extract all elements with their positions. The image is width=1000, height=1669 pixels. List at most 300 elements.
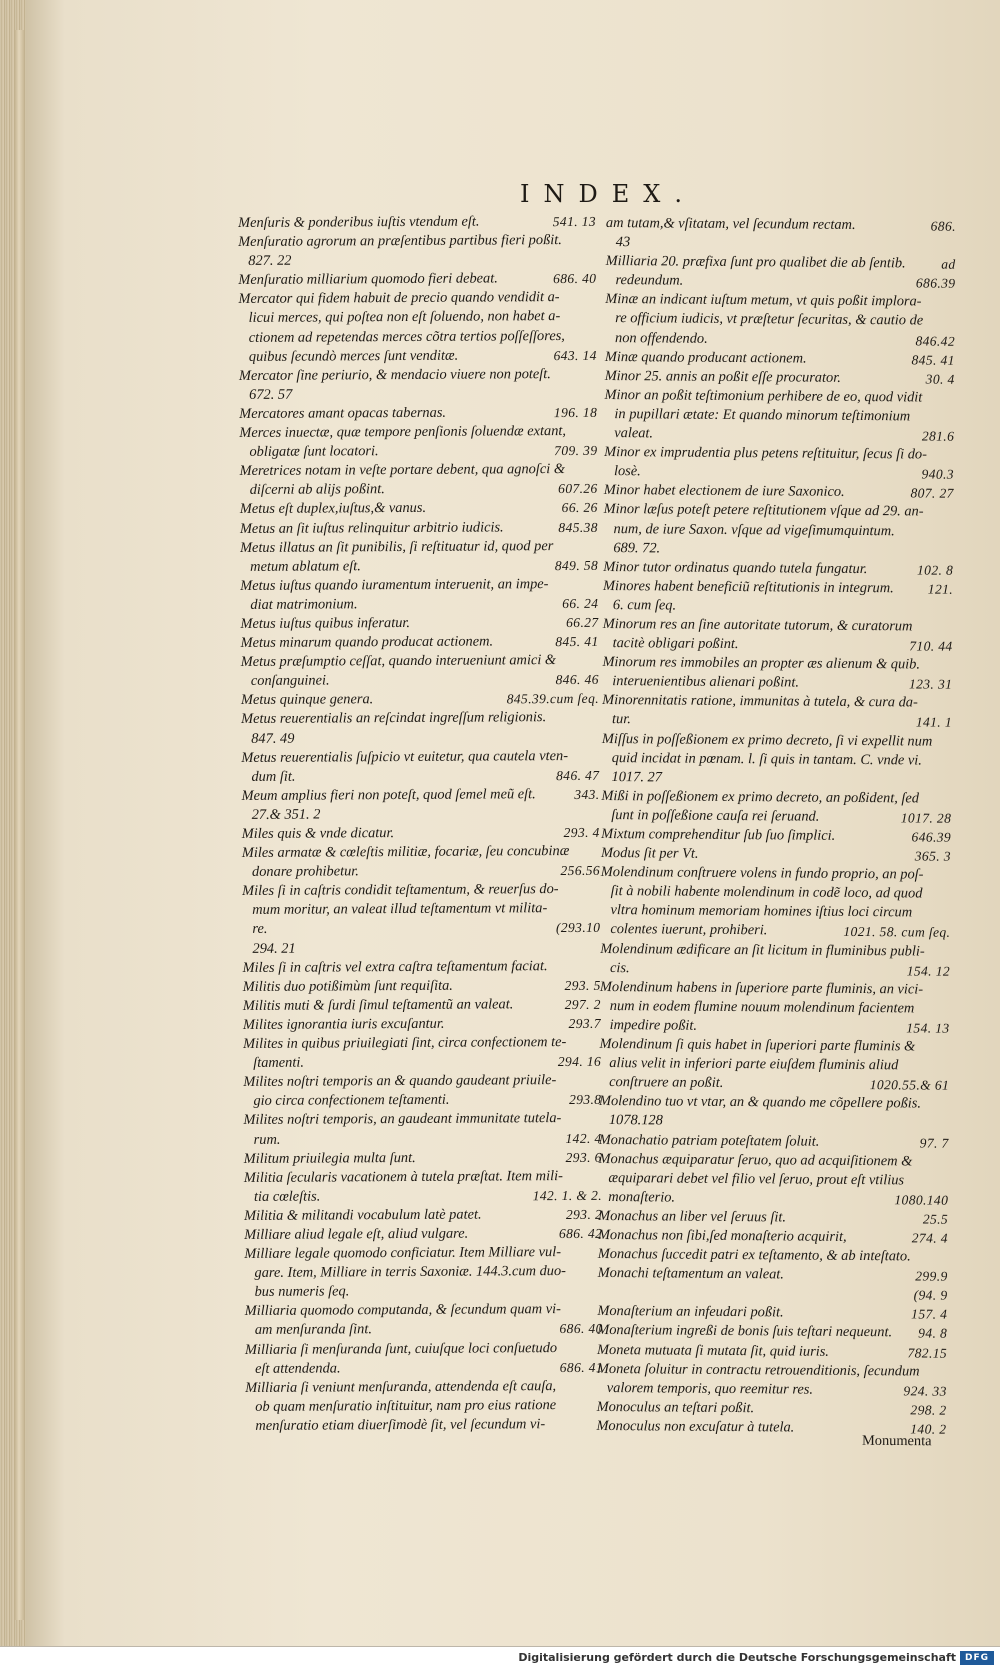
index-entry xyxy=(238,288,596,367)
index-entry-reference: 782.15 xyxy=(907,1344,948,1361)
index-entry-text: Minæ quando producant actionem. xyxy=(604,348,807,367)
index-entry-line xyxy=(243,956,601,977)
index-entry-line xyxy=(242,880,600,901)
index-entry-line xyxy=(238,250,596,271)
index-entry-text: re officium iudicis, vt præſtetur ſecuritas, & cautio de xyxy=(615,310,924,329)
index-entry-reference: 849. 58 xyxy=(554,557,599,573)
index-entry-reference: 845. 41 xyxy=(555,633,599,650)
index-entry xyxy=(602,691,952,732)
index-entry-line xyxy=(245,1281,603,1302)
index-entry xyxy=(598,1150,948,1210)
index-entry-text: num in eodem flumine nouum molendinum facientem xyxy=(609,997,915,1017)
index-entry-line xyxy=(602,730,952,752)
index-entry-line xyxy=(245,1338,603,1359)
index-entry-text: Minor an poßit teſtimonium perhibere de eo, quod vidit xyxy=(604,386,923,406)
index-entry-reference: 274. 4 xyxy=(911,1230,949,1246)
index-entry-text: valorem temporis, quo reemitur res. xyxy=(606,1379,814,1398)
index-entry-reference: 299.9 xyxy=(915,1268,948,1284)
index-entry-reference: 541. 13 xyxy=(552,213,597,230)
index-entry-text: Minorum res immobiles an propter æs alienum & quib. xyxy=(602,654,921,673)
index-entry-line xyxy=(241,727,599,748)
index-entry-text: licui merces, qui poſtea non eſt ſoluendo, non habet a- xyxy=(248,308,561,327)
index-entry-reference: 845. 41 xyxy=(911,352,955,368)
index-entry xyxy=(245,1300,603,1340)
index-entry-text: Milites noſtri temporis, an gaudeant immunitate tutela- xyxy=(243,1110,562,1129)
index-entry-line xyxy=(241,689,599,710)
index-entry-text: Miles armatæ & cœleſtis militiæ, focariæ, ſeu concubinæ xyxy=(241,843,570,862)
index-column-left xyxy=(238,212,603,1436)
index-entry-text: non offendendo. xyxy=(614,329,708,347)
index-entry-text: bus numeris ſeq. xyxy=(254,1283,350,1301)
index-entry xyxy=(604,386,954,446)
index-entry-line xyxy=(605,367,955,389)
index-entry-text: ſit à nobili habente molendinum in codẽ loco, ad quod xyxy=(610,883,923,902)
index-entry xyxy=(239,365,597,405)
index-entry-line xyxy=(241,785,599,806)
index-entry-text: diat matrimonium. xyxy=(250,596,358,613)
index-entry-line xyxy=(240,479,598,500)
index-entry-text: Mixtum comprehenditur ſub ſuo ſimplici. xyxy=(601,825,836,844)
index-entry-line xyxy=(239,441,597,462)
index-entry-text: mum moritur, an valeat illud teſtamentum vt milita- xyxy=(252,900,548,919)
index-entry xyxy=(241,746,599,786)
index-entry-text: Molendino tuo vt vtar, an & quando me cõpellere poßis. xyxy=(598,1093,922,1112)
index-entry-line xyxy=(241,766,599,787)
index-entry-text: quibus ſecundò merces ſunt venditæ. xyxy=(248,347,459,365)
index-entry xyxy=(244,1243,602,1302)
index-entry-reference: 293. 4 xyxy=(563,824,600,841)
index-entry-text: Mercatores amant opacas tabernas. xyxy=(239,404,447,422)
index-entry-line xyxy=(599,1130,949,1152)
index-entry-line xyxy=(604,500,954,522)
index-entry-line xyxy=(239,422,597,443)
index-entry-text: obligatæ ſunt locatori. xyxy=(249,443,379,461)
index-entry-text: Mercator qui fidem habuit de precio quando vendidit a- xyxy=(238,289,560,308)
index-entry-text: Minorum res an ſine autoritate tutorum, & curatorum xyxy=(602,615,913,635)
index-entry-text: Metus minarum quando producat actionem. xyxy=(240,633,494,652)
index-entry xyxy=(597,1360,947,1401)
index-entry-reference: (94. 9 xyxy=(913,1287,948,1303)
index-entry-text: Milliaria ſi menſuranda ſunt, cuiuſque loci conſuetudo xyxy=(244,1339,558,1358)
index-entry xyxy=(239,403,597,424)
index-entry-line xyxy=(239,326,597,347)
index-entry-text: quid incidat in pœnam. l. ſi quis in tantam. C. vnde vi. xyxy=(611,749,922,769)
index-entry-text: Metus quinque genera. xyxy=(240,691,374,709)
index-entry-line xyxy=(243,1052,601,1073)
index-entry-text: Moneta mutuata ſi mutata ſit, quid iuris. xyxy=(597,1341,829,1360)
index-entry-reference: 293. 5 xyxy=(564,977,601,993)
index-entry-text: am tutam,& vſitatam, vel ſecundum rectam. xyxy=(605,214,856,233)
index-entry-text: alius velit in inferiori parte eiuſdem fluminis aliud xyxy=(609,1055,899,1074)
index-entry-text: tur. xyxy=(611,711,631,728)
index-entry-text: 847. 49 xyxy=(251,730,295,747)
index-entry-reference: 30. 4 xyxy=(925,371,955,387)
index-entry-text: Meretrices notam in veſte portare debent, qua agnoſci & xyxy=(239,461,566,480)
index-entry-text: Minor 25. annis an poßit eſſe procurator. xyxy=(604,367,841,386)
index-column-right xyxy=(596,214,956,1439)
index-entry-text: 672. 57 xyxy=(249,386,293,403)
index-entry-line xyxy=(242,861,600,882)
index-entry-reference: 25.5 xyxy=(922,1211,949,1227)
index-entry-line xyxy=(600,940,950,962)
index-entry xyxy=(241,785,599,825)
index-entry-line xyxy=(602,691,952,713)
index-entry-line xyxy=(597,1340,947,1362)
index-entry-reference: 102. 8 xyxy=(917,562,954,578)
index-entry-text: 27.& 351. 2 xyxy=(251,806,321,823)
index-entry-text: Miles ſi in caſtris vel extra caſtra teſtamentum faciat. xyxy=(242,957,548,976)
index-entry xyxy=(244,1147,602,1168)
index-entry-line xyxy=(238,212,596,233)
index-entry-text: Metus reuerentialis ſuſpicio vt euitetur, qua cautela vten- xyxy=(241,747,569,766)
index-entry-text: Milites in quibus priuilegiati ſint, circa confectionem te- xyxy=(243,1034,567,1053)
index-entry-line xyxy=(604,443,954,465)
index-entry-text: Milliare aliud legale eſt, aliud vulgare. xyxy=(244,1225,469,1243)
index-entry-line xyxy=(239,365,597,386)
index-entry-line xyxy=(245,1396,603,1417)
index-entry-text: Milliaria ſi veniunt menſuranda, attendenda eſt cauſa, xyxy=(245,1377,557,1396)
index-entry-line xyxy=(240,613,598,634)
index-entry-line xyxy=(239,403,597,424)
index-entry-line xyxy=(239,345,597,366)
index-entry-reference: 686.39 xyxy=(915,275,956,292)
index-entry-text: æquiparari debet vel filio vel ſeruo, prout eſt vtilius xyxy=(608,1169,905,1189)
index-entry xyxy=(244,1205,602,1226)
index-entry-line xyxy=(604,405,954,427)
index-entry-line xyxy=(245,1300,603,1321)
index-entry-text: conſanguinei. xyxy=(250,672,330,690)
index-entry-text: 294. 21 xyxy=(252,940,296,957)
index-entry-text: Militum priuilegia multa ſunt. xyxy=(243,1149,416,1167)
index-entry-line xyxy=(600,920,950,942)
index-entry-reference: 686. 42 xyxy=(558,1225,603,1242)
index-entry-text: Metus reuerentialis an reſcindat ingreſſum religionis. xyxy=(241,709,547,728)
index-entry-line xyxy=(238,231,596,252)
index-entry-text: Militis duo potißimùm ſunt requiſita. xyxy=(242,977,453,995)
index-entry-reference: 807. 27 xyxy=(910,485,954,502)
index-entry-line xyxy=(240,555,598,576)
index-entry-text: losè. xyxy=(613,463,641,480)
index-entry-text: 1017. 27 xyxy=(611,768,663,786)
index-entry-line xyxy=(242,918,600,939)
index-entry-text: Monoculus an teſtari poßit. xyxy=(596,1398,755,1417)
index-entry-reference: 1020.55.& 61 xyxy=(869,1077,950,1093)
index-entry-text: conſtruere an poßit. xyxy=(609,1074,724,1092)
index-entry-text: Moneta ſoluitur in contractu retrouenditionis, ſecundum xyxy=(596,1360,920,1380)
index-entry-reference: 94. 8 xyxy=(918,1325,948,1342)
index-entry-line xyxy=(605,386,955,408)
index-entry-line xyxy=(239,307,597,328)
index-entry-text: 1078.128 xyxy=(608,1112,663,1129)
index-entry-text: Meum amplius fieri non poteſt, quod ſemel meũ eſt. xyxy=(241,786,536,804)
index-entry-text: Metus illatus an ſit punibilis, ſi reſtituatur id, quod per xyxy=(239,537,554,556)
index-entry xyxy=(600,940,950,981)
index-entry xyxy=(599,1035,949,1095)
index-entry-reference: 1017. 28 xyxy=(900,810,952,826)
index-entry-line xyxy=(238,288,596,309)
index-entry-text: Modus ſit per Vt. xyxy=(600,845,699,862)
index-entry xyxy=(605,252,955,293)
index-entry-text: vltra hominum memoriam homines iſtius loci circum xyxy=(610,902,913,921)
index-entry xyxy=(241,689,599,710)
index-entry-reference: 123. 31 xyxy=(908,676,953,692)
index-entry-text: Monachus ſuccedit patri ex teſtamento, & ab inteſtato. xyxy=(597,1246,911,1265)
index-entry xyxy=(600,863,951,942)
index-entry xyxy=(242,823,600,844)
index-entry xyxy=(605,290,955,350)
index-entry xyxy=(602,730,952,790)
index-entry-reference: 1021. 58. cum ſeq. xyxy=(843,924,951,941)
index-entry-text: Monachus non ſibi,ſed monaſterio acquirit, xyxy=(597,1226,847,1245)
index-entry-line xyxy=(242,937,600,958)
index-entry-text: tacitè obligari poßint. xyxy=(612,635,739,653)
index-entry-text: rum. xyxy=(253,1131,281,1148)
index-entry xyxy=(243,1071,601,1111)
index-entry-text: ſunt in poſſeßione cauſa rei ſeruand. xyxy=(611,806,820,825)
index-entry-line xyxy=(240,536,598,557)
index-entry xyxy=(238,269,596,290)
index-entry-text: Minor habet electionem de iure Saxonico. xyxy=(603,482,845,501)
index-entry xyxy=(238,212,596,233)
index-entry xyxy=(599,1130,949,1152)
index-entry xyxy=(245,1377,603,1436)
index-entry-text: Monachus æquiparatur ſeruo, quo ad acquiſitionem & xyxy=(598,1150,913,1170)
index-entry-line xyxy=(242,842,600,863)
book-page-edges-inner xyxy=(14,30,24,1620)
index-entry-text: num, de iure Saxon. vſque ad vigeſimumquintum. xyxy=(613,520,895,539)
index-entry-reference: 66. 26 xyxy=(561,500,598,516)
index-entry-reference: 846. 46 xyxy=(555,672,599,688)
index-entry xyxy=(240,517,598,538)
index-entry-reference: 293. 2 xyxy=(565,1206,603,1222)
index-entry-line xyxy=(599,1150,949,1172)
index-entry xyxy=(245,1338,603,1378)
index-entry-line xyxy=(244,1243,602,1264)
index-entry-reference: 141. 1 xyxy=(915,714,953,731)
index-entry-text: cis. xyxy=(610,959,630,976)
index-entry-text: Minorennitatis ratione, immunitas à tutela, & cura da- xyxy=(602,692,918,711)
index-entry-reference: 142. 4 xyxy=(565,1130,602,1146)
index-entry-line xyxy=(245,1357,603,1378)
index-entry xyxy=(244,1224,602,1245)
index-entry-line xyxy=(238,269,596,290)
index-entry-text: Monachus an liber vel ſeruus ſit. xyxy=(598,1207,787,1226)
index-entry-text: donare prohibetur. xyxy=(251,863,359,881)
index-entry-text: Molendinum habens in ſuperiore parte fluminis, an vici- xyxy=(599,978,924,998)
index-entry xyxy=(241,708,599,748)
index-entry-text: Minores habent beneficiũ reſtitutionis in integrum. xyxy=(603,577,894,597)
index-entry xyxy=(603,615,953,656)
index-entry-text: Monachi teſtamentum an valeat. xyxy=(597,1265,784,1283)
index-entry xyxy=(243,1033,601,1073)
index-entry-text: dum ſit. xyxy=(251,768,296,785)
index-entry-line xyxy=(245,1415,603,1436)
index-entry-line xyxy=(241,651,599,672)
index-entry xyxy=(243,976,601,997)
index-entry-text: Militia ſecularis vacationem à tutela præſtat. Item mili- xyxy=(243,1167,563,1186)
index-entry-text: 827. 22 xyxy=(248,252,292,270)
index-entry-line xyxy=(241,746,599,767)
index-entry xyxy=(242,880,600,959)
index-entry-text: Molendinum ſi quis habet in ſuperiori parte fluminis & xyxy=(599,1036,916,1055)
index-entry-text: Miles ſi in caſtris condidit teſtamentum, & reuerſus do- xyxy=(242,881,559,900)
index-entry-line xyxy=(244,1128,602,1149)
index-entry-line xyxy=(243,1014,601,1035)
index-entry xyxy=(606,214,956,255)
index-entry-reference: 154. 12 xyxy=(906,963,951,979)
index-entry-reference: 643. 14 xyxy=(553,347,597,363)
index-entry-line xyxy=(243,1071,601,1092)
index-entry-text: ctionem ad repetendas merces cõtra tertios poſſeſſores, xyxy=(248,327,565,346)
index-entry-reference: 66. 24 xyxy=(562,595,599,611)
index-entry xyxy=(602,653,952,694)
index-entry-reference: 686. 41 xyxy=(559,1359,604,1375)
index-entry-text: Minæ an indicant iuſtum metum, vt quis poßit implora- xyxy=(605,291,922,310)
index-entry-text: gare. Item, Milliare in terris Saxoniæ. 144.3.cum duo- xyxy=(254,1263,567,1282)
index-entry-text: Miſſus in poſſeßionem ex primo decreto, ſi vi expellit num xyxy=(601,730,933,750)
index-entry-line xyxy=(242,804,600,825)
index-entry-reference: 297. 2 xyxy=(564,996,601,1012)
index-entry-line xyxy=(239,384,597,405)
index-entry xyxy=(601,787,951,828)
index-entry-line xyxy=(600,978,950,1000)
index-entry-line xyxy=(244,1262,602,1283)
index-entry-text: 6. cum ſeq. xyxy=(612,596,677,614)
index-entry xyxy=(597,1264,947,1305)
dfg-logo-icon: DFG xyxy=(960,1651,994,1665)
index-entry-line xyxy=(243,1033,601,1054)
index-entry-line xyxy=(243,1090,601,1111)
index-entry-text: Minor tutor ordinatus quando tutela fungatur. xyxy=(603,558,868,577)
index-entry xyxy=(599,1092,949,1133)
index-entry-reference: 298. 2 xyxy=(910,1402,947,1418)
index-entry-text: Mercator ſine periurio, & mendacio viuere non poteſt. xyxy=(238,365,551,384)
index-entry-reference: 846. 47 xyxy=(556,767,600,783)
index-entry-line xyxy=(244,1186,602,1207)
index-entry xyxy=(240,460,598,500)
index-entry-line xyxy=(244,1224,602,1245)
index-entry-reference: 121. xyxy=(927,581,954,597)
index-entry-line xyxy=(240,575,598,596)
index-entry-reference: 924. 33 xyxy=(903,1383,947,1399)
index-entry xyxy=(603,577,953,618)
index-entry xyxy=(605,367,955,389)
index-entry-text: ob quam menſuratio inſtituitur, nam pro eius ratione xyxy=(255,1396,557,1415)
index-entry-line xyxy=(606,214,956,236)
index-entry xyxy=(239,422,597,462)
index-entry-reference: 845.38 xyxy=(558,519,598,535)
index-entry-text: Milliaria 20. præfixa ſunt pro qualibet die ab ſentib. xyxy=(605,253,906,272)
index-entry-text: diſcerni ab alijs poßint. xyxy=(249,481,385,499)
index-entry-reference: 294. 16 xyxy=(557,1053,602,1070)
index-entry-text: menſuratio etiam diuerſimodè ſit, vel ſecundum vi- xyxy=(255,1416,546,1434)
index-entry-line xyxy=(603,577,953,599)
index-entry-text: valeat. xyxy=(614,425,654,442)
index-entry-text: Miles quis & vnde dicatur. xyxy=(241,825,395,842)
index-entry-text: Minor ex imprudentia plus petens reſtituitur, ſecus ſi do- xyxy=(604,444,928,463)
index-entry-text: ſtamenti. xyxy=(253,1054,305,1072)
index-entry xyxy=(240,536,598,576)
index-entry xyxy=(243,956,601,977)
index-entry-text: Milliaria quomodo computanda, & ſecundum quam vi- xyxy=(244,1301,561,1320)
index-entry-reference: 293.8 xyxy=(568,1092,602,1108)
index-entry-text: Metus præſumptio ceſſat, quando interueniunt amici & xyxy=(240,652,557,671)
index-entry-line xyxy=(602,768,952,790)
index-entry-reference: 157. 4 xyxy=(911,1306,948,1323)
index-entry-text: eſt attendenda. xyxy=(255,1360,341,1377)
index-entry-text: 689. 72. xyxy=(613,539,661,557)
index-entry-text: Milites noſtri temporis an & quando gaudeant priuile- xyxy=(243,1072,557,1091)
index-entry-reference: 646.39 xyxy=(911,829,952,845)
index-entry-text: Militia & militandi vocabulum latè patet. xyxy=(244,1206,482,1224)
index-entry-reference: 154. 13 xyxy=(906,1020,950,1036)
index-entry-text: Menſuratio agrorum an præſentibus partibus fieri poßit. xyxy=(238,232,562,251)
index-entry xyxy=(243,1014,601,1035)
index-entry-text: Militis muti & ſurdi ſimul teſtamentũ an valeat. xyxy=(242,996,514,1014)
index-entry-reference: (293.10 xyxy=(555,920,601,936)
index-entry xyxy=(243,1109,601,1149)
index-entry-reference: 196. 18 xyxy=(553,404,598,421)
index-entry xyxy=(240,613,598,634)
index-entry-text: in pupillari ætate: Et quando minorum teſtimonium xyxy=(614,406,911,425)
index-entry-line xyxy=(244,1166,602,1187)
index-entry-text: am menſuranda ſint. xyxy=(254,1321,372,1339)
index-entry-text: 43 xyxy=(615,234,631,251)
index-entry xyxy=(244,1166,602,1206)
index-entry xyxy=(597,1340,947,1362)
index-entry-reference: 607.26 xyxy=(558,481,598,497)
index-entry xyxy=(238,231,596,271)
index-entry-text: colentes iuerunt, prohiberi. xyxy=(610,921,768,939)
index-entry xyxy=(604,443,954,484)
index-entry-text: Milites ignorantia iuris excuſantur. xyxy=(242,1015,445,1033)
index-entry-line xyxy=(240,517,598,538)
index-entry xyxy=(243,995,601,1016)
index-entry-reference: 940.3 xyxy=(921,466,955,482)
index-entry-line xyxy=(243,976,601,997)
index-entry-text: Merces inuectæ, quæ tempore penſionis ſoluendæ extant, xyxy=(239,423,567,442)
index-entry-text: Monoculus non excuſatur à tutela. xyxy=(596,1417,795,1436)
index-entry-text: metum ablatum eſt. xyxy=(250,557,361,575)
index-entry-line xyxy=(244,1205,602,1226)
index-entry-line xyxy=(241,670,599,691)
index-entry-text: Monachatio patriam poteſtatem ſoluit. xyxy=(598,1131,820,1150)
index-entry-text: re. xyxy=(252,921,268,938)
catchword: Monumenta xyxy=(861,1432,932,1450)
index-entry xyxy=(600,978,950,1038)
index-entry-reference: 281.6 xyxy=(921,428,955,444)
index-entry-line xyxy=(244,1147,602,1168)
index-entry-reference: 66.27 xyxy=(566,614,599,630)
index-entry-reference: 140. 2 xyxy=(910,1421,947,1437)
index-entry-text: Menſuris & ponderibus iuſtis vtendum eſt. xyxy=(238,213,480,231)
index-entry-text: tia cœleſtis. xyxy=(253,1188,321,1205)
index-entry-reference: 365. 3 xyxy=(914,848,952,864)
index-entry-text: interuenientibus alienari poßint. xyxy=(612,673,800,691)
index-entry-text: Metus eſt duplex,iuſtus,& vanus. xyxy=(239,500,427,518)
index-entry-line xyxy=(598,1264,948,1286)
index-entry-reference: 686. xyxy=(930,218,956,234)
index-entry-line xyxy=(241,708,599,729)
index-entry-text: Milliare legale quomodo conficiatur. Item Milliare vul- xyxy=(244,1244,562,1263)
index-entry-reference: 845.39.cum ſeq. xyxy=(506,691,600,707)
index-entry-line xyxy=(243,1109,601,1130)
index-entry-text: redeundum. xyxy=(615,272,684,289)
index-entry-line xyxy=(245,1377,603,1398)
page-header: INDEX. xyxy=(520,180,696,208)
index-entry-text: Molendinum conſtruere volens in fundo proprio, an poſ- xyxy=(600,864,924,883)
index-entry-reference: 343. xyxy=(574,786,600,802)
